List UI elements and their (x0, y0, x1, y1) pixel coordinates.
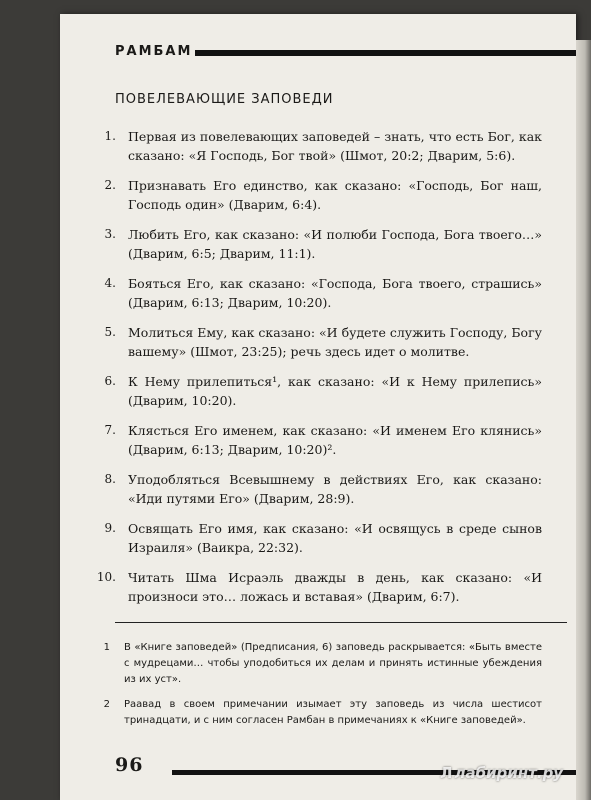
footnote-number: 1 (103, 642, 110, 653)
commandment-number: 2. (104, 178, 116, 192)
commandment-item (90, 323, 542, 361)
commandment-number: 5. (104, 325, 116, 339)
commandment-number: 6. (104, 374, 116, 388)
commandment-item (90, 519, 542, 557)
commandment-item (90, 568, 542, 606)
footnote-text: Раавад в своем примечании изымает эту заповедь из числа шестисот тринадцати, и с ним согласен Рамбан в примечаниях к «Книге заповедей». (124, 699, 542, 726)
commandments-list (90, 127, 542, 617)
book-page (60, 14, 576, 800)
commandment-number: 4. (104, 276, 116, 290)
commandment-text: К Нему прилепиться¹, как сказано: «И к Нему прилепись» (Дварим, 10:20). (128, 374, 542, 408)
commandment-item (90, 127, 542, 165)
commandment-text: Бояться Его, как сказано: «Господа, Бога твоего, страшись» (Дварим, 6:13; Дварим, 10:20). (128, 276, 542, 310)
commandment-text: Читать Шма Исраэль дважды в день, как сказано: «И произноси это… ложась и вставая» (Дварим, 6:7). (128, 570, 542, 604)
commandment-text: Молиться Ему, как сказано: «И будете служить Господу, Богу вашему» (Шмот, 23:25); речь здесь идет о молитве. (128, 325, 542, 359)
footnote (90, 640, 542, 688)
commandment-text: Клясться Его именем, как сказано: «И именем Его клянись» (Дварим, 6:13; Дварим, 10:20)². (128, 423, 542, 457)
watermark (440, 764, 563, 782)
next-page-edge (576, 40, 591, 800)
commandment-item (90, 274, 542, 312)
section-title: ПОВЕЛЕВАЮЩИЕ ЗАПОВЕДИ (115, 92, 334, 107)
commandment-text: Любить Его, как сказано: «И полюби Господа, Бога твоего…» (Дварим, 6:5; Дварим, 11:1). (128, 227, 542, 261)
commandment-item (90, 421, 542, 459)
commandment-number: 3. (104, 227, 116, 241)
commandment-item (90, 470, 542, 508)
labirint-logo-icon: Л (440, 764, 453, 782)
commandment-text: Признавать Его единство, как сказано: «Господь, Бог наш, Господь один» (Дварим, 6:4). (128, 178, 542, 212)
commandment-text: Освящать Его имя, как сказано: «И освящусь в среде сынов Израиля» (Ваикра, 22:32). (128, 521, 542, 555)
commandment-number: 1. (104, 129, 116, 143)
commandment-text: Уподобляться Всевышнему в действиях Его, как сказано: «Иди путями Его» (Дварим, 28:9). (128, 472, 542, 506)
commandment-item (90, 225, 542, 263)
watermark-text: лабиринт.ру (454, 764, 564, 782)
footnote (90, 697, 542, 729)
commandment-item (90, 372, 542, 410)
commandment-item (90, 176, 542, 214)
commandment-text: Первая из повелевающих заповедей – знать, что есть Бог, как сказано: «Я Господь, Бог твой» (Шмот, 20:2; Дварим, 5:6). (128, 129, 542, 163)
commandment-number: 10. (96, 570, 116, 584)
footnotes (90, 640, 542, 738)
footnote-separator (115, 622, 567, 623)
commandment-number: 8. (104, 472, 116, 486)
page-number: 96 (115, 754, 144, 776)
footnote-text: В «Книге заповедей» (Предписания, 6) заповедь раскрывается: «Быть вместе с мудрецами… чтобы уподобиться их делам и принять истинные убеждения из их уст». (124, 642, 542, 685)
commandment-number: 9. (104, 521, 116, 535)
running-header (115, 36, 576, 66)
header-rule (195, 50, 576, 56)
commandment-number: 7. (104, 423, 116, 437)
footnote-number: 2 (103, 699, 110, 710)
running-header-title: РАМБАМ (115, 44, 193, 59)
